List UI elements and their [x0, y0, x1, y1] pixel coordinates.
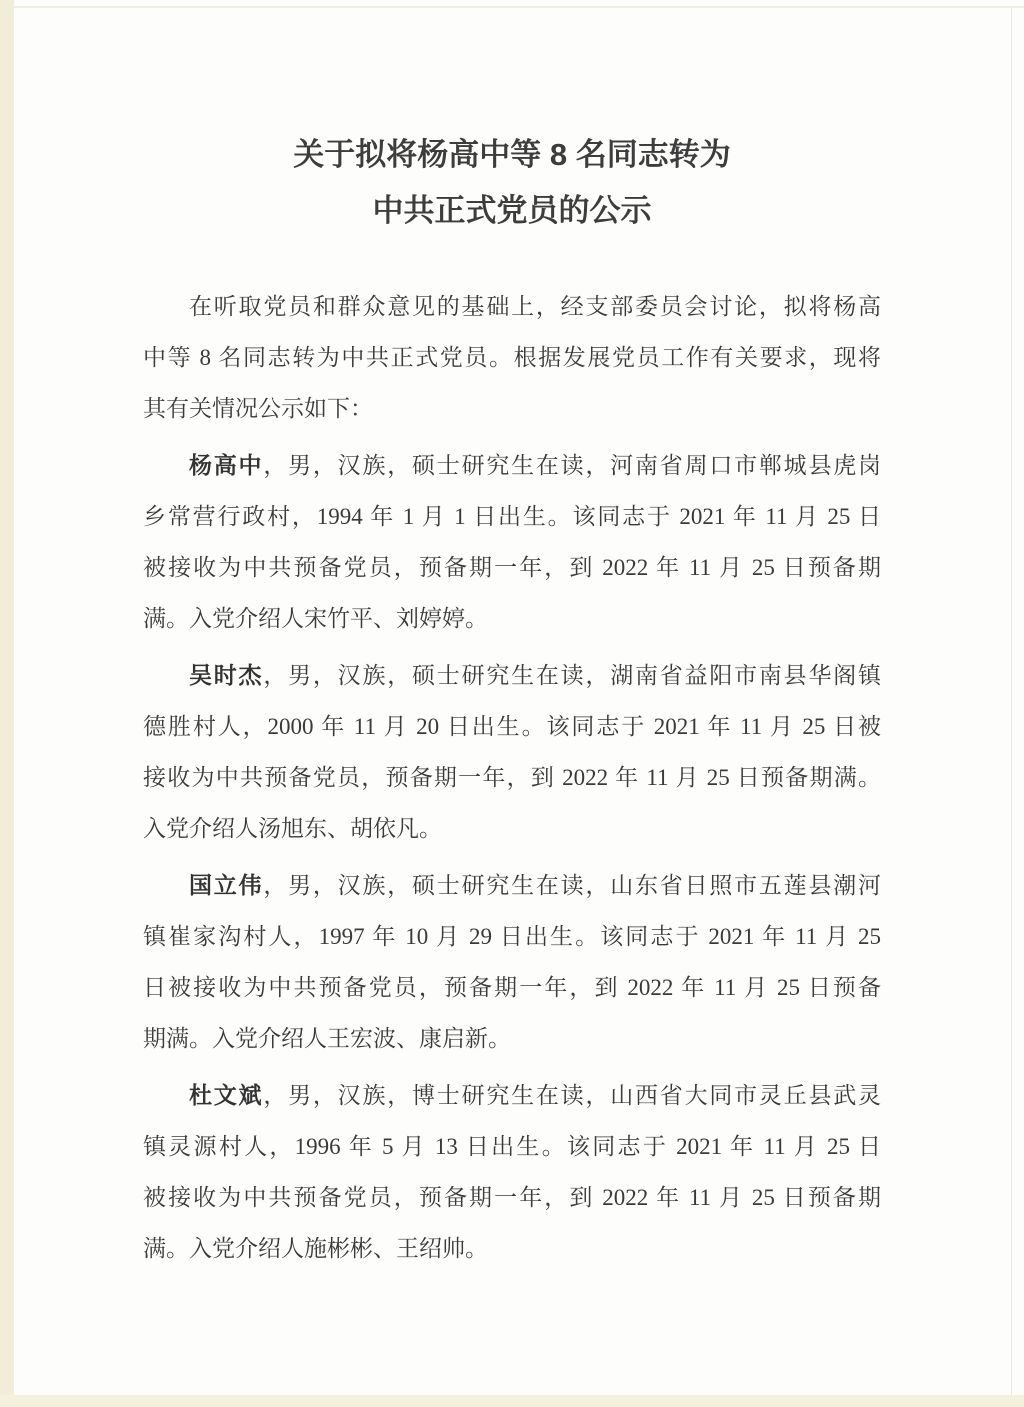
- intro-line-2: 中等 8 名同志转为中共正式党员。根据发展党员工作有关要求，现将: [143, 345, 881, 370]
- person-paragraph-yang-gaozhong: [143, 440, 881, 644]
- notice-title-line-2: 中共正式党员的公示: [372, 193, 652, 228]
- person-paragraph-guo-liwei: [143, 860, 881, 1064]
- person-paragraph-du-wenbin: [143, 1070, 881, 1274]
- person-first-line: [143, 650, 881, 701]
- person-line: 满。入党介绍人宋竹平、刘婷婷。: [143, 606, 488, 631]
- person-name: 国立伟: [189, 873, 264, 898]
- person-first-line-rest: ，男，汉族，硕士研究生在读，河南省周口市郸城县虎岗: [263, 453, 882, 478]
- person-line: 被接收为中共预备党员，预备期一年，到 2022 年 11 月 25 日预备期: [143, 1185, 881, 1210]
- person-name: 杜文斌: [189, 1083, 264, 1108]
- person-first-line: [143, 440, 881, 491]
- person-line: 德胜村人，2000 年 11 月 20 日出生。该同志于 2021 年 11 月 25 日被: [143, 714, 881, 739]
- person-line: 乡常营行政村，1994 年 1 月 1 日出生。该同志于 2021 年 11 月 25 日: [143, 504, 881, 529]
- person-line: 镇灵源村人，1996 年 5 月 13 日出生。该同志于 2021 年 11 月 25 日: [143, 1134, 881, 1159]
- intro-line-1: 在听取党员和群众意见的基础上，经支部委员会讨论，拟将杨高: [189, 294, 881, 319]
- person-paragraph-wu-shijie: [143, 650, 881, 854]
- intro-paragraph: [143, 281, 881, 434]
- notice-title: [143, 0, 881, 239]
- person-line: 被接收为中共预备党员，预备期一年，到 2022 年 11 月 25 日预备期: [143, 555, 881, 580]
- notice-title-line-1: 关于拟将杨高中等 8 名同志转为: [293, 137, 731, 172]
- scan-right-edge-line: [1011, 8, 1012, 1395]
- person-line: 日被接收为中共预备党员，预备期一年，到 2022 年 11 月 25 日预备: [143, 975, 881, 1000]
- person-line: 入党介绍人汤旭东、胡依凡。: [143, 816, 442, 841]
- person-name: 杨高中: [189, 453, 264, 478]
- person-line: 满。入党介绍人施彬彬、王绍帅。: [143, 1236, 488, 1261]
- intro-line-3: 其有关情况公示如下：: [143, 396, 373, 421]
- person-line: 镇崔家沟村人，1997 年 10 月 29 日出生。该同志于 2021 年 11 月 25: [143, 924, 881, 949]
- person-line: 期满。入党介绍人王宏波、康启新。: [143, 1026, 511, 1051]
- person-first-line-rest: ，男，汉族，硕士研究生在读，山东省日照市五莲县潮河: [263, 873, 882, 898]
- scan-left-edge: [0, 0, 14, 1407]
- scan-bottom-edge: [0, 1395, 1024, 1407]
- person-first-line: [143, 1070, 881, 1121]
- person-name: 吴时杰: [189, 663, 264, 688]
- notice-page: [143, 0, 881, 1280]
- person-line: 接收为中共预备党员，预备期一年，到 2022 年 11 月 25 日预备期满。: [143, 765, 881, 790]
- person-first-line: [143, 860, 881, 911]
- person-first-line-rest: ，男，汉族，博士研究生在读，山西省大同市灵丘县武灵: [263, 1083, 882, 1108]
- person-first-line-rest: ，男，汉族，硕士研究生在读，湖南省益阳市南县华阁镇: [263, 663, 882, 688]
